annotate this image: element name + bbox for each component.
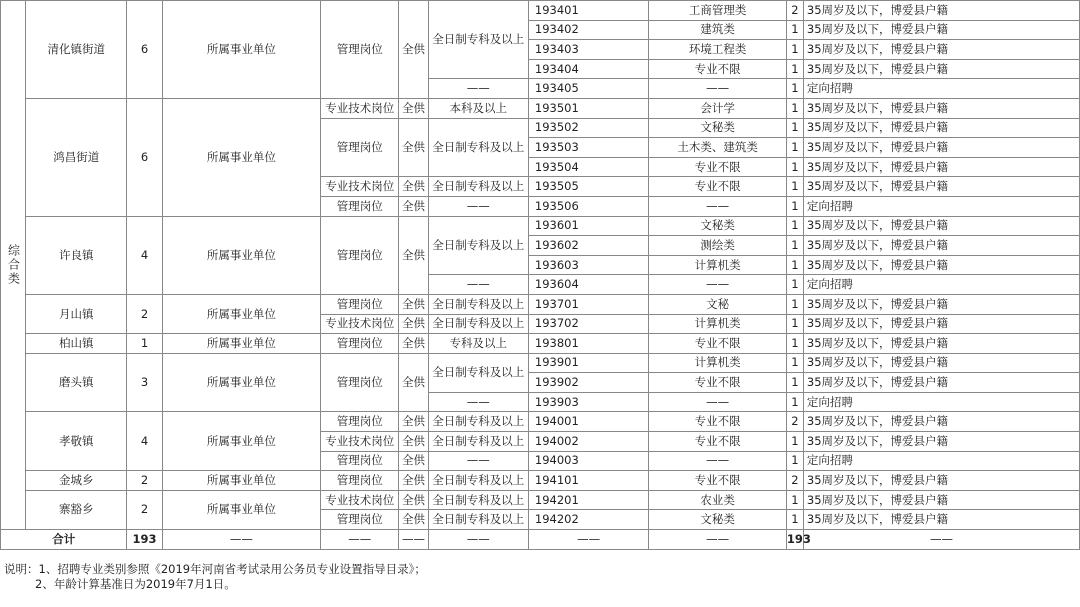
table-row: [1, 353, 1080, 373]
funding-cell: 全供: [399, 490, 428, 510]
post-type-cell: 专业技术岗位: [321, 98, 399, 118]
education-cell: 全日制专科及以上: [428, 353, 528, 392]
unit-cell: 清化镇街道: [26, 1, 127, 99]
count-cell: 1: [786, 20, 803, 40]
note-line-2: 2、年龄计算基准日为2019年7月1日。: [35, 577, 236, 591]
table-row: [1, 412, 1080, 432]
post-code-cell: 193901: [528, 353, 648, 373]
education-cell: ——: [428, 79, 528, 99]
funding-cell: 全供: [399, 196, 428, 216]
education-cell: 全日制专科及以上: [428, 490, 528, 510]
education-cell: 全日制专科及以上: [428, 432, 528, 452]
condition-cell: 35周岁及以下，博爱县户籍: [803, 98, 1079, 118]
condition-cell: 35周岁及以下，博爱县户籍: [803, 177, 1079, 197]
condition-cell: 35周岁及以下，博爱县户籍: [803, 255, 1079, 275]
major-cell: 专业不限: [649, 373, 787, 393]
condition-cell: 35周岁及以下，博爱县户籍: [803, 334, 1079, 354]
condition-cell: 35周岁及以下，博爱县户籍: [803, 314, 1079, 334]
table-row: [1, 294, 1080, 314]
post-code-cell: 194002: [528, 432, 648, 452]
count-cell: 1: [786, 510, 803, 530]
quota-cell: 6: [127, 1, 162, 99]
funding-cell: 全供: [399, 98, 428, 118]
condition-cell: 35周岁及以下，博爱县户籍: [803, 236, 1079, 256]
table-row: [1, 471, 1080, 491]
major-cell: 专业不限: [649, 157, 787, 177]
education-cell: 全日制专科及以上: [428, 294, 528, 314]
quota-cell: 2: [127, 490, 162, 529]
dash-cell: ——: [162, 530, 321, 550]
funding-cell: 全供: [399, 177, 428, 197]
major-cell: 农业类: [649, 490, 787, 510]
post-code-cell: 193503: [528, 138, 648, 158]
major-cell: 会计学: [649, 98, 787, 118]
count-cell: 1: [786, 490, 803, 510]
count-cell: 1: [786, 79, 803, 99]
post-code-cell: 193902: [528, 373, 648, 393]
condition-cell: 定向招聘: [803, 196, 1079, 216]
count-cell: 1: [786, 353, 803, 373]
condition-cell: 定向招聘: [803, 392, 1079, 412]
post-code-cell: 193801: [528, 334, 648, 354]
major-cell: ——: [649, 392, 787, 412]
education-cell: 本科及以上: [428, 98, 528, 118]
count-cell: 1: [786, 255, 803, 275]
post-code-cell: 193403: [528, 40, 648, 60]
category-cell: 综合类: [1, 1, 26, 530]
major-cell: 环境工程类: [649, 40, 787, 60]
major-cell: 文秘类: [649, 510, 787, 530]
post-type-cell: 管理岗位: [321, 1, 399, 99]
education-cell: 全日制专科及以上: [428, 471, 528, 491]
major-cell: 文秘类: [649, 118, 787, 138]
table-row: [1, 334, 1080, 354]
unit-type-cell: 所属事业单位: [162, 353, 321, 412]
condition-cell: 35周岁及以下，博爱县户籍: [803, 412, 1079, 432]
post-code-cell: 194101: [528, 471, 648, 491]
unit-cell: 磨头镇: [26, 353, 127, 412]
table-row: [1, 98, 1080, 118]
dash-cell: ——: [649, 530, 787, 550]
education-cell: 全日制专科及以上: [428, 177, 528, 197]
education-cell: 全日制专科及以上: [428, 510, 528, 530]
funding-cell: 全供: [399, 314, 428, 334]
count-cell: 1: [786, 59, 803, 79]
post-code-cell: 194202: [528, 510, 648, 530]
condition-cell: 35周岁及以下，博爱县户籍: [803, 510, 1079, 530]
count-cell: 1: [786, 314, 803, 334]
count-cell: 1: [786, 40, 803, 60]
unit-cell: 许良镇: [26, 216, 127, 294]
post-code-cell: 193701: [528, 294, 648, 314]
unit-type-cell: 所属事业单位: [162, 216, 321, 294]
post-type-cell: 管理岗位: [321, 471, 399, 491]
education-cell: 全日制专科及以上: [428, 412, 528, 432]
condition-cell: 35周岁及以下，博爱县户籍: [803, 20, 1079, 40]
post-type-cell: 管理岗位: [321, 510, 399, 530]
major-cell: 专业不限: [649, 432, 787, 452]
table-body: [1, 1, 1080, 550]
funding-cell: 全供: [399, 510, 428, 530]
post-code-cell: 193402: [528, 20, 648, 40]
note-line-1: 说明：1、招聘专业类别参照《2019年河南省考试录用公务员专业设置指导目录》；: [4, 562, 426, 576]
funding-cell: 全供: [399, 1, 428, 99]
table-row: [1, 216, 1080, 236]
post-code-cell: 193502: [528, 118, 648, 138]
funding-cell: 全供: [399, 412, 428, 432]
major-cell: ——: [649, 451, 787, 471]
post-code-cell: 193506: [528, 196, 648, 216]
unit-type-cell: 所属事业单位: [162, 490, 321, 529]
count-cell: 1: [786, 451, 803, 471]
major-cell: 计算机类: [649, 255, 787, 275]
table-row: [1, 1, 1080, 21]
condition-cell: 35周岁及以下，博爱县户籍: [803, 157, 1079, 177]
post-code-cell: 193404: [528, 59, 648, 79]
condition-cell: 35周岁及以下，博爱县户籍: [803, 432, 1079, 452]
condition-cell: 35周岁及以下，博爱县户籍: [803, 40, 1079, 60]
funding-cell: 全供: [399, 451, 428, 471]
post-type-cell: 专业技术岗位: [321, 177, 399, 197]
dash-cell: ——: [399, 530, 428, 550]
major-cell: 专业不限: [649, 59, 787, 79]
post-type-cell: 管理岗位: [321, 353, 399, 412]
unit-cell: 鸿昌街道: [26, 98, 127, 216]
post-code-cell: 193505: [528, 177, 648, 197]
unit-type-cell: 所属事业单位: [162, 471, 321, 491]
post-code-cell: 194001: [528, 412, 648, 432]
condition-cell: 35周岁及以下，博爱县户籍: [803, 59, 1079, 79]
major-cell: 文秘类: [649, 216, 787, 236]
condition-cell: 35周岁及以下，博爱县户籍: [803, 294, 1079, 314]
count-cell: 1: [786, 118, 803, 138]
post-code-cell: 193702: [528, 314, 648, 334]
post-code-cell: 193604: [528, 275, 648, 295]
post-type-cell: 管理岗位: [321, 451, 399, 471]
major-cell: 文秘: [649, 294, 787, 314]
count-cell: 1: [786, 177, 803, 197]
education-cell: ——: [428, 196, 528, 216]
count-cell: 1: [786, 236, 803, 256]
major-cell: 工商管理类: [649, 1, 787, 21]
post-code-cell: 194201: [528, 490, 648, 510]
quota-cell: 2: [127, 294, 162, 333]
condition-cell: 35周岁及以下，博爱县户籍: [803, 490, 1079, 510]
count-cell: 2: [786, 1, 803, 21]
major-cell: 建筑类: [649, 20, 787, 40]
funding-cell: 全供: [399, 471, 428, 491]
major-cell: 专业不限: [649, 412, 787, 432]
count-cell: 1: [786, 373, 803, 393]
total-sum: 193: [786, 530, 803, 550]
major-cell: 土木类、建筑类: [649, 138, 787, 158]
post-type-cell: 专业技术岗位: [321, 314, 399, 334]
major-cell: 专业不限: [649, 334, 787, 354]
post-code-cell: 193405: [528, 79, 648, 99]
education-cell: 全日制专科及以上: [428, 118, 528, 177]
major-cell: ——: [649, 196, 787, 216]
count-cell: 1: [786, 216, 803, 236]
post-type-cell: 专业技术岗位: [321, 432, 399, 452]
funding-cell: 全供: [399, 353, 428, 412]
unit-cell: 孝敬镇: [26, 412, 127, 471]
post-type-cell: 管理岗位: [321, 196, 399, 216]
condition-cell: 35周岁及以下，博爱县户籍: [803, 1, 1079, 21]
quota-cell: 1: [127, 334, 162, 354]
post-type-cell: 管理岗位: [321, 294, 399, 314]
condition-cell: 35周岁及以下，博爱县户籍: [803, 353, 1079, 373]
total-quota: 193: [127, 530, 162, 550]
major-cell: ——: [649, 79, 787, 99]
condition-cell: 35周岁及以下，博爱县户籍: [803, 138, 1079, 158]
dash-cell: ——: [428, 530, 528, 550]
major-cell: 专业不限: [649, 177, 787, 197]
major-cell: 专业不限: [649, 471, 787, 491]
count-cell: 1: [786, 432, 803, 452]
condition-cell: 定向招聘: [803, 451, 1079, 471]
post-type-cell: 专业技术岗位: [321, 490, 399, 510]
funding-cell: 全供: [399, 334, 428, 354]
condition-cell: 35周岁及以下，博爱县户籍: [803, 471, 1079, 491]
notes: [4, 562, 426, 592]
unit-type-cell: 所属事业单位: [162, 294, 321, 333]
education-cell: ——: [428, 275, 528, 295]
post-code-cell: 193501: [528, 98, 648, 118]
quota-cell: 6: [127, 98, 162, 216]
unit-cell: 金城乡: [26, 471, 127, 491]
count-cell: 2: [786, 471, 803, 491]
funding-cell: 全供: [399, 118, 428, 177]
unit-type-cell: 所属事业单位: [162, 98, 321, 216]
dash-cell: ——: [528, 530, 648, 550]
condition-cell: 35周岁及以下，博爱县户籍: [803, 216, 1079, 236]
quota-cell: 4: [127, 412, 162, 471]
count-cell: 2: [786, 412, 803, 432]
education-cell: 全日制专科及以上: [428, 314, 528, 334]
condition-cell: 定向招聘: [803, 79, 1079, 99]
education-cell: 全日制专科及以上: [428, 1, 528, 79]
dash-cell: ——: [321, 530, 399, 550]
major-cell: 测绘类: [649, 236, 787, 256]
post-code-cell: 194003: [528, 451, 648, 471]
post-code-cell: 193401: [528, 1, 648, 21]
unit-cell: 月山镇: [26, 294, 127, 333]
post-code-cell: 193601: [528, 216, 648, 236]
funding-cell: 全供: [399, 216, 428, 294]
major-cell: ——: [649, 275, 787, 295]
count-cell: 1: [786, 98, 803, 118]
post-type-cell: 管理岗位: [321, 334, 399, 354]
unit-cell: 柏山镇: [26, 334, 127, 354]
unit-cell: 寨豁乡: [26, 490, 127, 529]
count-cell: 1: [786, 138, 803, 158]
condition-cell: 35周岁及以下，博爱县户籍: [803, 373, 1079, 393]
quota-cell: 3: [127, 353, 162, 412]
condition-cell: 定向招聘: [803, 275, 1079, 295]
total-row: [1, 530, 1080, 550]
post-code-cell: 193603: [528, 255, 648, 275]
total-label: 合计: [1, 530, 127, 550]
post-type-cell: 管理岗位: [321, 216, 399, 294]
post-type-cell: 管理岗位: [321, 118, 399, 177]
count-cell: 1: [786, 157, 803, 177]
quota-cell: 2: [127, 471, 162, 491]
post-code-cell: 193504: [528, 157, 648, 177]
count-cell: 1: [786, 294, 803, 314]
post-code-cell: 193903: [528, 392, 648, 412]
major-cell: 计算机类: [649, 314, 787, 334]
education-cell: ——: [428, 392, 528, 412]
count-cell: 1: [786, 275, 803, 295]
post-code-cell: 193602: [528, 236, 648, 256]
table-row: [1, 490, 1080, 510]
funding-cell: 全供: [399, 432, 428, 452]
unit-type-cell: 所属事业单位: [162, 1, 321, 99]
major-cell: 计算机类: [649, 353, 787, 373]
quota-cell: 4: [127, 216, 162, 294]
education-cell: ——: [428, 451, 528, 471]
funding-cell: 全供: [399, 294, 428, 314]
unit-type-cell: 所属事业单位: [162, 334, 321, 354]
count-cell: 1: [786, 196, 803, 216]
education-cell: 专科及以上: [428, 334, 528, 354]
education-cell: 全日制专科及以上: [428, 216, 528, 275]
condition-cell: 35周岁及以下，博爱县户籍: [803, 118, 1079, 138]
count-cell: 1: [786, 334, 803, 354]
count-cell: 1: [786, 392, 803, 412]
dash-cell: ——: [803, 530, 1079, 550]
unit-type-cell: 所属事业单位: [162, 412, 321, 471]
post-type-cell: 管理岗位: [321, 412, 399, 432]
